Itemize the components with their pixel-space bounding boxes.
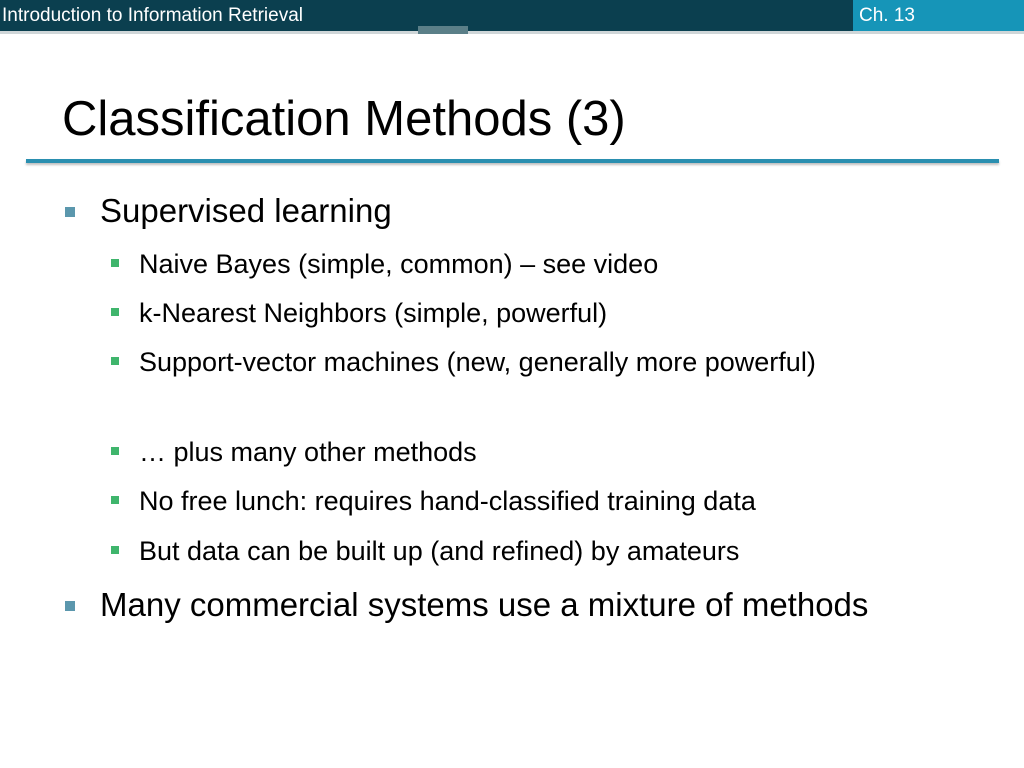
sub-bullet-marker-icon	[111, 259, 119, 267]
bullet-text: Supervised learning	[100, 192, 392, 229]
course-title: Introduction to Information Retrieval	[2, 5, 303, 26]
sub-bullet-marker-icon	[111, 496, 119, 504]
bullet-marker-icon	[65, 601, 75, 611]
bullet-marker-icon	[65, 207, 75, 217]
sub-bullet-text: No free lunch: requires hand-classified training data	[139, 486, 756, 516]
bullet-commercial-systems	[100, 582, 920, 628]
sub-bullet-marker-icon	[111, 546, 119, 554]
sub-bullet-amateurs	[139, 530, 919, 572]
bullet-text: Many commercial systems use a mixture of methods	[100, 586, 869, 623]
sub-bullet-marker-icon	[111, 308, 119, 316]
bullet-supervised-learning	[100, 188, 920, 234]
sub-bullet-other-methods	[139, 431, 919, 473]
chapter-label: Ch. 13	[859, 5, 915, 26]
sub-bullet-no-free-lunch	[139, 480, 919, 522]
sub-bullet-svm	[139, 341, 919, 383]
sub-bullet-knn	[139, 292, 919, 334]
sub-bullet-marker-icon	[111, 447, 119, 455]
sub-bullet-text: … plus many other methods	[139, 437, 477, 467]
sub-bullet-text: Naive Bayes (simple, common) – see video	[139, 249, 659, 279]
sub-bullet-marker-icon	[111, 357, 119, 365]
slide-title: Classification Methods (3)	[62, 92, 626, 146]
sub-bullet-naive-bayes	[139, 243, 919, 285]
sub-bullet-text: k-Nearest Neighbors (simple, powerful)	[139, 298, 608, 328]
sub-bullet-text: But data can be built up (and refined) by amateurs	[139, 536, 740, 566]
sub-bullet-text: Support-vector machines (new, generally more powerful)	[139, 347, 816, 377]
